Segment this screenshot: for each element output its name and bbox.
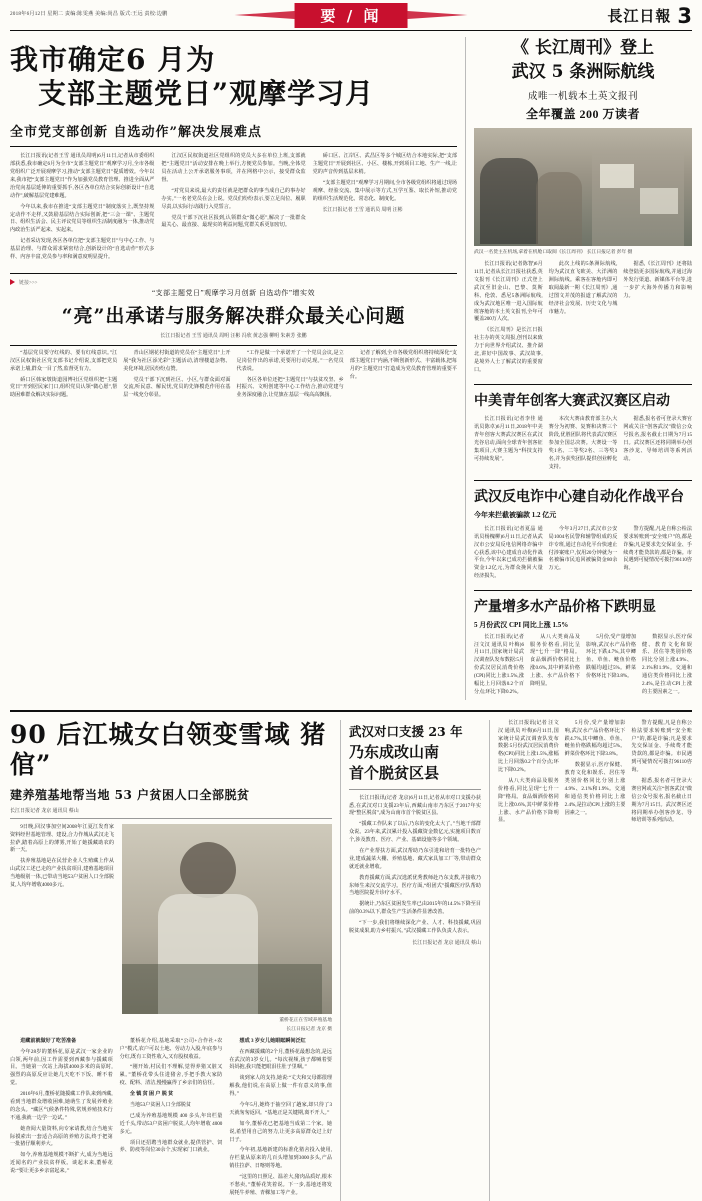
bottom-right-para: 长江日报讯(记者 汪文汉 通讯员 叶梅)6月11日,国家统计局武汉调查队发布数据:5月份武汉居民消费价格(CPI)同比上涨1.5%,涨幅比上月回落0.2个百分点;环比下降0.2%。 [498, 719, 559, 774]
naidong-para: 长江日报讯(记者 龙京)6月11日,记者从市对口支援办获悉,在武汉对口支援23年后,西藏山南市乃东区于2017年实现“整区脱贫”,成为山南市首个脱贫区县。 [349, 794, 481, 817]
lead-para: 长江日报讯(记者王雪 通讯员周明)6月11日,记者从市委组织部获悉,我市确定6月为全市“支部主题党日”观摩学习月,全市各级党组织广泛开展观摩学习,推动“支部主题党日”提质增效。今年以来,我市把“支部主题党日”作为加强党员教育管理、推进全面从严治党向基层延伸的重要抓手,各区各单位结合实际创新设计“自选动作”,破解基层党建难题。 [10, 153, 155, 199]
divider [10, 818, 332, 819]
lead-column-1 [10, 153, 154, 265]
lead-rule [10, 146, 457, 147]
zhoukan-para: 《长江周刊》是长江日报社主办的英文周报,创刊以来致力于向世界介绍武汉、推介湖北,讲好中国故事、武汉故事,是境外人士了解武汉的重要窗口。 [474, 327, 543, 373]
naidong-body [349, 795, 481, 936]
masthead-meta: 2018年6月12日 星期二 责编:陈雯燕 美编:尚昌 版式:王远 责校:边鹏 [10, 11, 168, 18]
zhoukan-sub1: 成唯一机载本土英文报刊 [527, 92, 638, 103]
bottom-right-para: 据悉,报名者可登录大赛官网或关注“创客武汉”微信公众号报名,报名截止日期为7月15日。武汉赛区还将同期举办创客沙龙、导师培训等系列活动。 [631, 777, 693, 824]
photo-figure-left [480, 158, 538, 244]
band-kicker [10, 279, 457, 286]
masthead [10, 0, 692, 31]
band-columns [10, 350, 457, 403]
lead-para: “对党员来说,最大的责任就是把群众的事当成自己的事办好办实。”一名老党员在会上说。党员们纷纷表示,要立足岗位、履职尽责,以实际行动践行入党誓言。 [161, 187, 306, 210]
pig-farmer-column-1 [10, 824, 114, 1032]
cpi-sub: 5 月份武汉 CPI 同比上涨 1.5% [474, 620, 569, 629]
pig-farmer-para: 她查阅大量资料,向专家请教,结合当地实际摸索出一套适合高原的养殖方法,终于把第一批猪仔顺利养大。 [10, 1125, 113, 1148]
triangle-icon [10, 279, 15, 285]
bottom-right-columns [498, 720, 692, 829]
banner-wing-right [407, 11, 467, 19]
newspaper-logo: 長江日報 [607, 6, 672, 25]
band-kicker-label: 链接>>> [19, 280, 38, 286]
zhoukan-column-3 [623, 261, 692, 377]
zhoukan-para: 长江日报讯(记者陈智)6月11日,记者从长江日报社获悉,英文报刊《长江周刊》正式登上武汉至旧金山、巴黎、莫斯科、伦敦、悉尼5条洲际航线,成为武汉地区唯一进入国际航班客舱的本土英文报刊,全年可覆盖200万人次。 [474, 261, 543, 323]
zhoukan-photo-caption: 武汉一名货主在机场,拿着在机舱口取阅《长江周刊》 长江日报记者 彭年 摄 [474, 250, 633, 256]
naidong-para: 在产业帮扶方面,武汉帮助乃东引进和培育一批特色产业,建成蔬菜大棚、养殖基地、藏式家具加工厂等,带动群众就近就业增收。 [349, 847, 481, 870]
photo-figure-mid [536, 172, 582, 246]
chuangke-columns [474, 416, 692, 474]
chuangke-para: 据悉,报名者可登录大赛官网或关注“创客武汉”微信公众号报名,报名截止日期为7月15日。武汉赛区还将同期举办创客沙龙、导师培训等系列活动。 [623, 416, 693, 462]
pig-farmer-sub-para: 在西藏援藏的2个月,董桥花最想念的,是远在武汉的3岁女儿。“每次视频,孩子都喊着要妈妈抱,我只能把眼泪往肚子里咽。” [229, 1048, 333, 1071]
pig-farmer-headline: 90 后江城女白领变雪域 猪倌” [10, 719, 327, 779]
zhoukan-column-2 [549, 261, 618, 377]
pig-farmer-sub-para: 项目还招聘当地群众就业,提供管护、饲养、防疫等岗位30余个,实现家门口就业。 [119, 1139, 223, 1154]
lead-headline-line2: 支部主题党日”观摩学习月 [38, 77, 375, 111]
pig-farmer-subtitle: 进藏前就做好了吃苦准备 [20, 1037, 77, 1044]
bottom-right-rail [490, 720, 692, 1201]
lead-para: 记者采访发现,各区各单位把“支部主题党日”与中心工作、与基层治理、与群众需求紧密结合,创新设计的“自选动作”形式多样、内容丰富,党员参与率和满意度明显提升。 [10, 238, 155, 260]
lead-column-3 [313, 153, 457, 265]
zhoukan-columns [474, 261, 692, 377]
cpi-column-2 [530, 634, 580, 700]
cpi-para: 数据显示,医疗保健、教育文化和娱乐、居住等类别价格同比分别上涨4.9%、2.1%和1.9%。交通和通信类价格同比上涨2.4%,是拉动CPI上涨的主要因素之一。 [642, 633, 692, 695]
lead-para: 江汉区民权街道社区党组织的党员大多在单位上班,支部就把“主题党日”活动安排在晚上举行,方便党员参加。当晚,全体党员在活动上公开承诺服务事项，并在网格中公示，接受群众监督。 [161, 153, 306, 183]
zhoukan-title-line1: 《 长江周刊》登上 [512, 38, 654, 58]
bottom-right-para: 5月份,受产量增加影响,武汉水产品价格环比下跌4.7%,其中鲫鱼、草鱼、鲢鱼价格跌幅均超过5%。鲜菜价格环比下降3.8%。 [564, 719, 626, 758]
cpi-title: 产量增多水产品价格下跌明显 [474, 599, 656, 616]
pig-farmer-top-block [10, 824, 332, 1032]
bottom-right-column-2 [565, 720, 626, 829]
bottom-section [10, 710, 692, 1201]
pig-farmer-para: 2016年6月,董桥花随援藏工作队来到西藏,看到当地群众增收困难,她萌生了发展养殖业的念头。“藏区气候条件特殊,常规养殖技术行不通,我就一边学一边试。” [10, 1091, 113, 1121]
naidong-para: “援藏工作队来了以后,乃东的变化太大了。”当地干部群众说。23年来,武汉累计投入援藏资金数亿元,实施项目数百个,涉及教育、医疗、产业、基础设施等多个领域。 [349, 821, 481, 844]
band-column-1 [10, 350, 117, 403]
cpi-column-4 [642, 634, 692, 700]
lead-columns [10, 153, 457, 265]
pig-farmer-column-2 [10, 1038, 113, 1201]
lead-subhead: 全市党支部创新 自选动作”解决发展难点 [10, 125, 263, 141]
pig-farmer-sub-para: 今年5月,她终于抽空回了趟家,却只待了3天就匆匆返回。“基地正是关键期,离不开人。” [229, 1101, 333, 1116]
naidong-para: 据统计,乃东区贫困发生率已由2015年的14.5%下降至目前的0.3%以下,群众生产生活条件显著改善。 [349, 901, 481, 916]
lead-para: “支部主题党日”观摩学习月期间,全市各级党组织将通过现场观摩、经验交流、集中展示等方式,互学互鉴、取长补短,推动党的组织生活规范化、常态化、制度化。 [312, 179, 457, 202]
fandianzha-sub: 今年来拦截被骗款 1.2 亿元 [474, 510, 557, 519]
fandianzha-para: 长江日报讯(记者夏晶 通讯员杨槐柳)6月11日,记者从武汉市公安局反电信网络诈骗中心获悉,该中心建成自动化作战平台,今年以来已成功拦截被骗资金1.2亿元,为群众挽回大量经济损失。 [474, 525, 543, 580]
naidong-para: 教育援藏方面,武汉选派优秀教师赴乃东支教,并接收乃东师生来汉交流学习。医疗方面,“组团式”援藏医疗队帮助当地医院提升诊疗水平。 [349, 874, 481, 897]
pig-farmer-para: 董桥花介绍,基地采取“公司+合作社+农户”模式,农户可以土地、劳动力入股,年底参与分红,既有工资性收入,又有股权收益。 [119, 1037, 223, 1060]
banner-label: 要 / 闻 [295, 3, 408, 28]
band-credit: 长江日报记者 王雪 通讯员 周明 汪彬 冯欣 黄志强 柳明 朱素芳 张鹏 [160, 333, 307, 339]
pig-farmer-sub-para: 如今,董桥花已把基地当成第二个家。她说,希望用自己的努力,让更多高原群众过上好日子。 [229, 1120, 333, 1143]
band-column-4 [350, 350, 457, 403]
pig-farmer-photo-wrap [122, 824, 332, 1032]
zhoukan-column-1 [474, 261, 543, 377]
pig-farmer-para: 今年初,基地新建的标准化猪舍投入使用,存栏量从原来的几百头增加到3000多头,产品销往拉萨、日喀则等地。 [229, 1147, 333, 1170]
divider [474, 590, 692, 591]
cpi-columns [474, 634, 692, 700]
naidong-story [340, 720, 490, 1201]
lead-story [10, 37, 465, 700]
naidong-para: “下一步,我们将继续深化产业、人才、科技援藏,巩固脱贫成果,助力乡村振兴。”武汉援藏工作队负责人表示。 [349, 920, 481, 934]
banner-wing-left [235, 11, 295, 19]
masthead-logo-group [607, 5, 692, 26]
pig-farmer-story [10, 720, 340, 1201]
pig-farmer-sub-para: 已成为养殖基地规模 400 多头,年出栏量近千头,带动53户贫困户脱贫,人均年增收 4000 多元。 [119, 1112, 223, 1135]
bottom-right-para: 数据显示,医疗保健、教育文化和娱乐、居住等类别价格同比分别上涨4.9%、2.1%和1.9%。交通和通信类价格同比上涨2.4%,是拉动CPI上涨的主要因素之一。 [564, 762, 626, 816]
pig-farmer-para: “刚开始,村民们不理解,觉得养猪又脏又累。”董桥花带头住进猪舍,手把手教大家防疫、配料、清洁,慢慢赢得了乡亲们的信任。 [119, 1064, 223, 1087]
lead-byline: 长江日报记者 王雪 通讯员 周明 汪彬 [322, 207, 403, 213]
naidong-title1: 武汉对口支援 23 年 [349, 723, 463, 739]
lead-headline [10, 43, 457, 111]
bottom-right-para: 警方提醒,凡是自称公检法要求转账到“安全账户”的,都是诈骗;凡是要求先交保证金、手续费才能贷款的,都是诈骗。市民遇到可疑情况可拨打96110咨询。 [631, 719, 693, 774]
pig-farmer-column-3 [120, 1038, 223, 1201]
lead-para: 硚口区、江岸区、武昌区等多个城区结合本地实际,把“支部主题党日”开展到社区、小区、楼栋,开到项目工地、生产一线,让党的声音传到基层末梢。 [312, 153, 457, 176]
naidong-title2: 乃东成改山南 [349, 742, 440, 761]
band-para: 记者了解到,全市各级党组织将持续深化“支部主题党日”内涵,不断创新形式、丰富载体,把每月的“主题党日”打造成为党员教育管理的重要平台。 [349, 349, 457, 380]
right-column [465, 37, 692, 700]
fandianzha-column-2 [549, 526, 618, 584]
naidong-title3: 首个脱贫区县 [349, 764, 440, 783]
fandianzha-para: 今年3月27日,武汉市公安局1004名民警和辅警组成的反诈专班,通过自动化平台快速止付涉案账户,仅用20分钟就为一名被骗市民追回被骗资金80余万元。 [548, 525, 618, 572]
fandianzha-column-3 [623, 526, 692, 584]
pig-farmer-column-4 [229, 1038, 332, 1201]
photo-paper-2 [640, 188, 678, 214]
band-para: 硚口区韩家墩街道园博社区党组织把“主题党日”开到居民家门口,组织党员认领“微心愿”,帮助困难群众解决实际问题。 [10, 376, 118, 399]
bottom-right-column-1 [498, 720, 559, 829]
lead-para: 今年以来,我市在推进“支部主题党日”制度落实上,既坚持规定动作不走样,又鼓励基层结合实际创新,把“三会一课”、主题党日、组织生活会、民主评议党员等组织生活制度融为一体,推动党内政治生活严起来、实起来。 [10, 203, 155, 234]
band-para: 各区各单位还把“主题党日”与扶贫攻坚、乡村振兴、文明创建等中心工作结合,推动党建与业务深度融合,让党旗在基层一线高高飘扬。 [236, 376, 344, 399]
lead-para: 党员干部下沉社区报到,认领群众“微心愿”,解决了一批群众最关心、最直接、最现实的利益问题,党群关系更加密切。 [161, 214, 306, 229]
pig-farmer-para: 扶养殖基地是在民营企业人生殖藏上作从山武汉工述已走的产业扶贫项目,建殖基地项目当地级别一体,已带动当地53户贫困人口全部脱贫,人均年增收4000多元。 [10, 858, 114, 888]
band-topline: “支部主题党日”观摩学习月创新 自选动作”增实效 [151, 288, 316, 297]
pig-farmer-columns [10, 1038, 332, 1201]
band-para: 青山区钢花村街道的党员在“主题党日”上开展“我为社区添光彩”主题活动,清理楼道杂物、美化环境,居民纷纷点赞。 [123, 349, 231, 372]
cpi-para: 5月份,受产量增加影响,武汉水产品价格环比下跌4.7%,其中鲫鱼、草鱼、鲢鱼价格跌幅均超过5%。鲜菜价格环比下降3.8%。 [586, 633, 636, 680]
fandianzha-para: 警方提醒,凡是自称公检法要求转账到“安全账户”的,都是诈骗;凡是要求先交保证金、手续费才能贷款的,都是诈骗。市民遇到可疑情况可拨打96110咨询。 [623, 525, 693, 572]
band-column-3 [237, 350, 344, 403]
zhoukan-para: 据悉,《长江周刊》还将陆续登陆更多国际航线,并通过海外发行渠道、新媒体平台等,进一步扩大海外传播力和影响力。 [623, 261, 693, 299]
pig-farmer-sub-title: 全 镇 贫 困 户 脱 贫 [129, 1091, 174, 1098]
pig-farmer-sub-para: 谈到家人的支持,她说:“丈夫和父母都很理解我,他们说,在高原上做一件有意义的事,值得。” [229, 1075, 333, 1098]
chuangke-column-3 [623, 416, 692, 474]
lead-column-2 [161, 153, 305, 265]
pig-farmer-para: 9日晚,回汉事加空间2008年江夏江发育家资料经世基地管理、建设,合力作城从武汉走飞拉萨,踏着高原上的薄雾,开始了她援藏助农的新一天。 [10, 823, 114, 854]
band-headline: “亮”出承诺与服务解决群众最关心问题 [61, 304, 406, 327]
divider [349, 789, 481, 790]
band-para: 党员干部下沉到社区、小区,与群众面对面交流,听民意、解民忧,党员的先锋模范作用在基层一线充分彰显。 [123, 376, 231, 399]
pig-farmer-para: “这里的日照足、温差大,猪肉品质好,根本不愁卖。”董桥花笑着说。下一步,基地还将发展牦牛养殖、青稞加工等产业。 [229, 1174, 333, 1196]
photo-ground [122, 964, 322, 1014]
pig-farmer-photo-credit: 长江日报记者 龙京 摄 [286, 1026, 332, 1032]
pig-farmer-subhead: 建养殖基地帮当地 53 户贫困人口全部脱贫 [10, 787, 250, 802]
chuangke-title: 中美青年创客大赛武汉赛区启动 [474, 392, 670, 409]
chuangke-column-2 [549, 416, 618, 474]
top-section [10, 37, 692, 700]
pig-farmer-byline: 长江日报记者 龙京 通讯员 蔡山 [10, 808, 79, 814]
zhoukan-para: 此次上线的5条洲际航线,均为武汉直飞欧美、大洋洲的洲际航线。乘客在客舱内即可取阅最新一期《长江周刊》,通过图文并茂的报道了解武汉的经济社会发展、历史文化与城市魅力。 [548, 261, 618, 315]
pig-farmer-photo [122, 824, 332, 1014]
cpi-para: 从八大类商品及服务价格看,同比呈现“七升一降”格局。食品烟酒价格同比上涨0.6%,其中鲜菜价格上涨、水产品价格下降明显。 [530, 633, 580, 687]
naidong-tail-credit: 长江日报记者 龙京 通讯员 蔡山 [412, 940, 481, 946]
cpi-para: 长江日报讯(记者 汪文汉 通讯员 叶梅)6月11日,国家统计局武汉调查队发布数据:5月份武汉居民消费价格(CPI)同比上涨1.5%,涨幅比上月回落0.2个百分点;环比下降0.2%。 [474, 633, 524, 695]
zhoukan-title-line2: 武汉 5 条洲际航线 [511, 62, 655, 83]
bottom-right-column-3 [631, 720, 692, 829]
divider [474, 384, 692, 385]
photo-paper [600, 164, 634, 188]
fandianzha-column-1 [474, 526, 543, 584]
zhoukan-photo [474, 128, 692, 246]
pig-farmer-sub-title-2: 想成 3 岁女儿她眼眶瞬间泛红 [239, 1037, 306, 1044]
pig-farmer-para: 今年28岁的董桥花,原是武汉一家企业的白领,两年前,因工作需要到西藏参与援藏项目。当她第一次站上海拔4000多米的高原时,强烈的高原反应让她几天吃不下饭、睡不着觉。 [10, 1048, 113, 1087]
fandianzha-title: 武汉反电诈中心建自动化作战平台 [474, 489, 684, 506]
chuangke-column-1 [474, 416, 543, 474]
band-para: “基层党员要守红线的、要有红线意识。”江汉区民权街社区党支部书记介绍说,支部把党员承诺上墙,群众一目了然,监督更有力。 [10, 349, 118, 372]
chuangke-para: 本次大赛由教育部主办,大赛分为初赛、复赛和决赛三个阶段,优胜团队将代表武汉赛区参加全国总决赛。大赛设一等奖1名、二等奖2名、三等奖3名,并为获奖团队提供创业孵化支持。 [548, 416, 618, 470]
chuangke-para: 长江日报讯(记者李佳 通讯员陈卓)6月11日,2018年中美青年创客大赛武汉赛区在武汉光谷启动,面向全球青年创客征集项目,大赛主题为“科技支持可持续发展”。 [474, 416, 543, 462]
pig-farmer-para: 如今,养殖基地规模不断扩大,成为当地远近闻名的产业扶贫样板。谈起未来,董桥花说:“要让更多乡亲富起来。” [10, 1152, 113, 1175]
band-column-2 [123, 350, 230, 403]
photo-head [180, 842, 236, 898]
lead-headline-line1: 我市确定6 月为 [10, 43, 216, 76]
band-para: “工作是做一个承诺开了一个党员会议,是立足岗位作出的承诺,更要用行动兑现。”一名党员代表说。 [236, 349, 344, 372]
cpi-column-3 [586, 634, 636, 700]
bottom-right-para: 从八大类商品及服务价格看,同比呈现“七升一降”格局。食品烟酒价格同比上涨0.6%,其中鲜菜价格上涨、水产品价格下降明显。 [498, 777, 559, 824]
masthead-banner [235, 3, 468, 28]
fandianzha-columns [474, 526, 692, 584]
highlight-band [10, 273, 457, 346]
pig-farmer-sub-para: 当地53户贫困人口全部脱贫 [129, 1101, 191, 1108]
cpi-column-1 [474, 634, 524, 700]
divider [474, 480, 692, 481]
pig-farmer-photo-caption: 董桥花正在雪域养殖基地 [279, 1017, 332, 1023]
page-number: 3 [677, 3, 692, 28]
zhoukan-sub2: 全年覆盖 200 万读者 [525, 107, 640, 122]
